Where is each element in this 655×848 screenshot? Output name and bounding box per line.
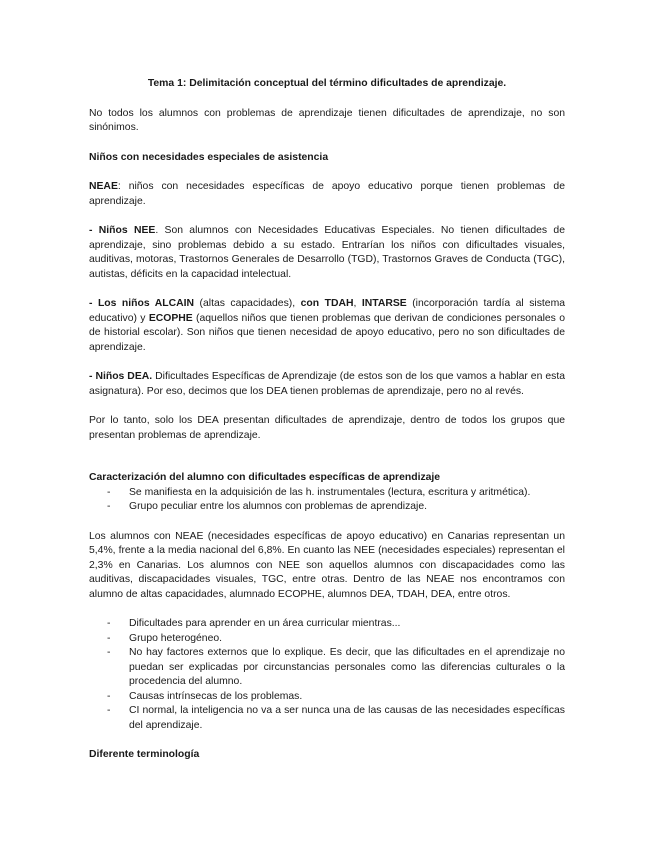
alcain-text-1: (altas capacidades), [194, 298, 301, 309]
dea-term: - Niños DEA. [89, 371, 153, 382]
characterization-list [89, 486, 565, 515]
alcain-paragraph [89, 297, 565, 355]
section-heading-terminology: Diferente terminología [89, 749, 200, 760]
document-title: Tema 1: Delimitación conceptual del término dificultades de aprendizaje. [147, 78, 507, 89]
alcain-text-3: (incorporación tardía al sistema educativo) y [89, 298, 566, 324]
neae-paragraph [89, 180, 565, 209]
nee-paragraph [89, 224, 565, 282]
intarse-term: INTARSE [361, 298, 407, 309]
list-item: - No hay factores externos que lo explique. Es decir, que las dificultades en el aprendizaje no puedan ser explicadas por circunstancias personales como las diferencias culturales o la procedencia del alumno. [89, 646, 565, 690]
list-item: - Grupo peculiar entre los alumnos con problemas de aprendizaje. [89, 500, 565, 515]
list-item: - Se manifiesta en la adquisición de las h. instrumentales (lectura, escritura y aritmética). [89, 486, 565, 501]
section-heading-needs: Niños con necesidades especiales de asistencia [89, 151, 329, 163]
list-item: - Grupo heterogéneo. [89, 632, 565, 647]
conclusion-paragraph: Por lo tanto, solo los DEA presentan dificultades de aprendizaje, dentro de todos los grupos que presentan problemas de aprendizaje. [89, 415, 565, 441]
nee-term: - Niños NEE [89, 225, 156, 236]
canarias-paragraph: Los alumnos con NEAE (necesidades específicas de apoyo educativo) en Canarias representan un 5,4%, frente a la media nacional del 6,8%. En cuanto las NEE (necesidades especiales) representan el 2,3% en Canarias. Los alumnos con NEE son aquellos alumnos con discapacidades como las auditivas, discapacidades visuales, TGC, entre otras. Dentro de las NEAE nos encontramos con alumno de altas capacidades, alumnado ECOPHE, alumnos DEA, TDAH, DEA, entre otros. [89, 530, 565, 600]
list-item: - CI normal, la inteligencia no va a ser nunca una de las causas de las necesidades específicas del aprendizaje. [89, 704, 565, 733]
features-list [89, 617, 565, 733]
dea-text: Dificultades Específicas de Aprendizaje (de estos son de los que vamos a hablar en esta asignatura). Por eso, decimos que los DEA tienen problemas de aprendizaje, pero no al revés. [89, 371, 565, 397]
list-item: - Causas intrínsecas de los problemas. [89, 690, 565, 705]
alcain-term: - Los niños ALCAIN [89, 298, 195, 309]
neae-text: : niños con necesidades específicas de apoyo educativo porque tienen problemas de aprendizaje. [89, 181, 565, 207]
dea-paragraph [89, 370, 565, 399]
alcain-text-4: (aquellos niños que tienen problemas que derivan de condiciones personales o de historial escolar). Son niños que tienen necesidad de apoyo educativo, pero no son dificultades de aprendizaje. [89, 312, 565, 353]
ecophe-term: ECOPHE [148, 312, 193, 324]
intro-paragraph: No todos los alumnos con problemas de aprendizaje tienen dificultades de aprendizaje, no son sinónimos. [89, 107, 565, 133]
alcain-text-2: , [353, 298, 362, 309]
section-heading-characterization: Caracterización del alumno con dificultades específicas de aprendizaje [89, 472, 441, 483]
nee-text: . Son alumnos con Necesidades Educativas Especiales. No tienen dificultades de aprendizaje, sino problemas debido a su estado. Entrarían los niños con dificultades visuales, auditivas, motoras, Trastornos Generales de Desarrollo (TGD), Trastornos Graves de Conducta (TGC), autistas, déficits en la capacidad intelectual. [89, 225, 565, 280]
neae-term: NEAE [89, 181, 118, 192]
document-body [89, 77, 565, 763]
list-item: - Dificultades para aprender en un área curricular mientras... [89, 617, 565, 632]
tdah-term: con TDAH [300, 298, 354, 309]
